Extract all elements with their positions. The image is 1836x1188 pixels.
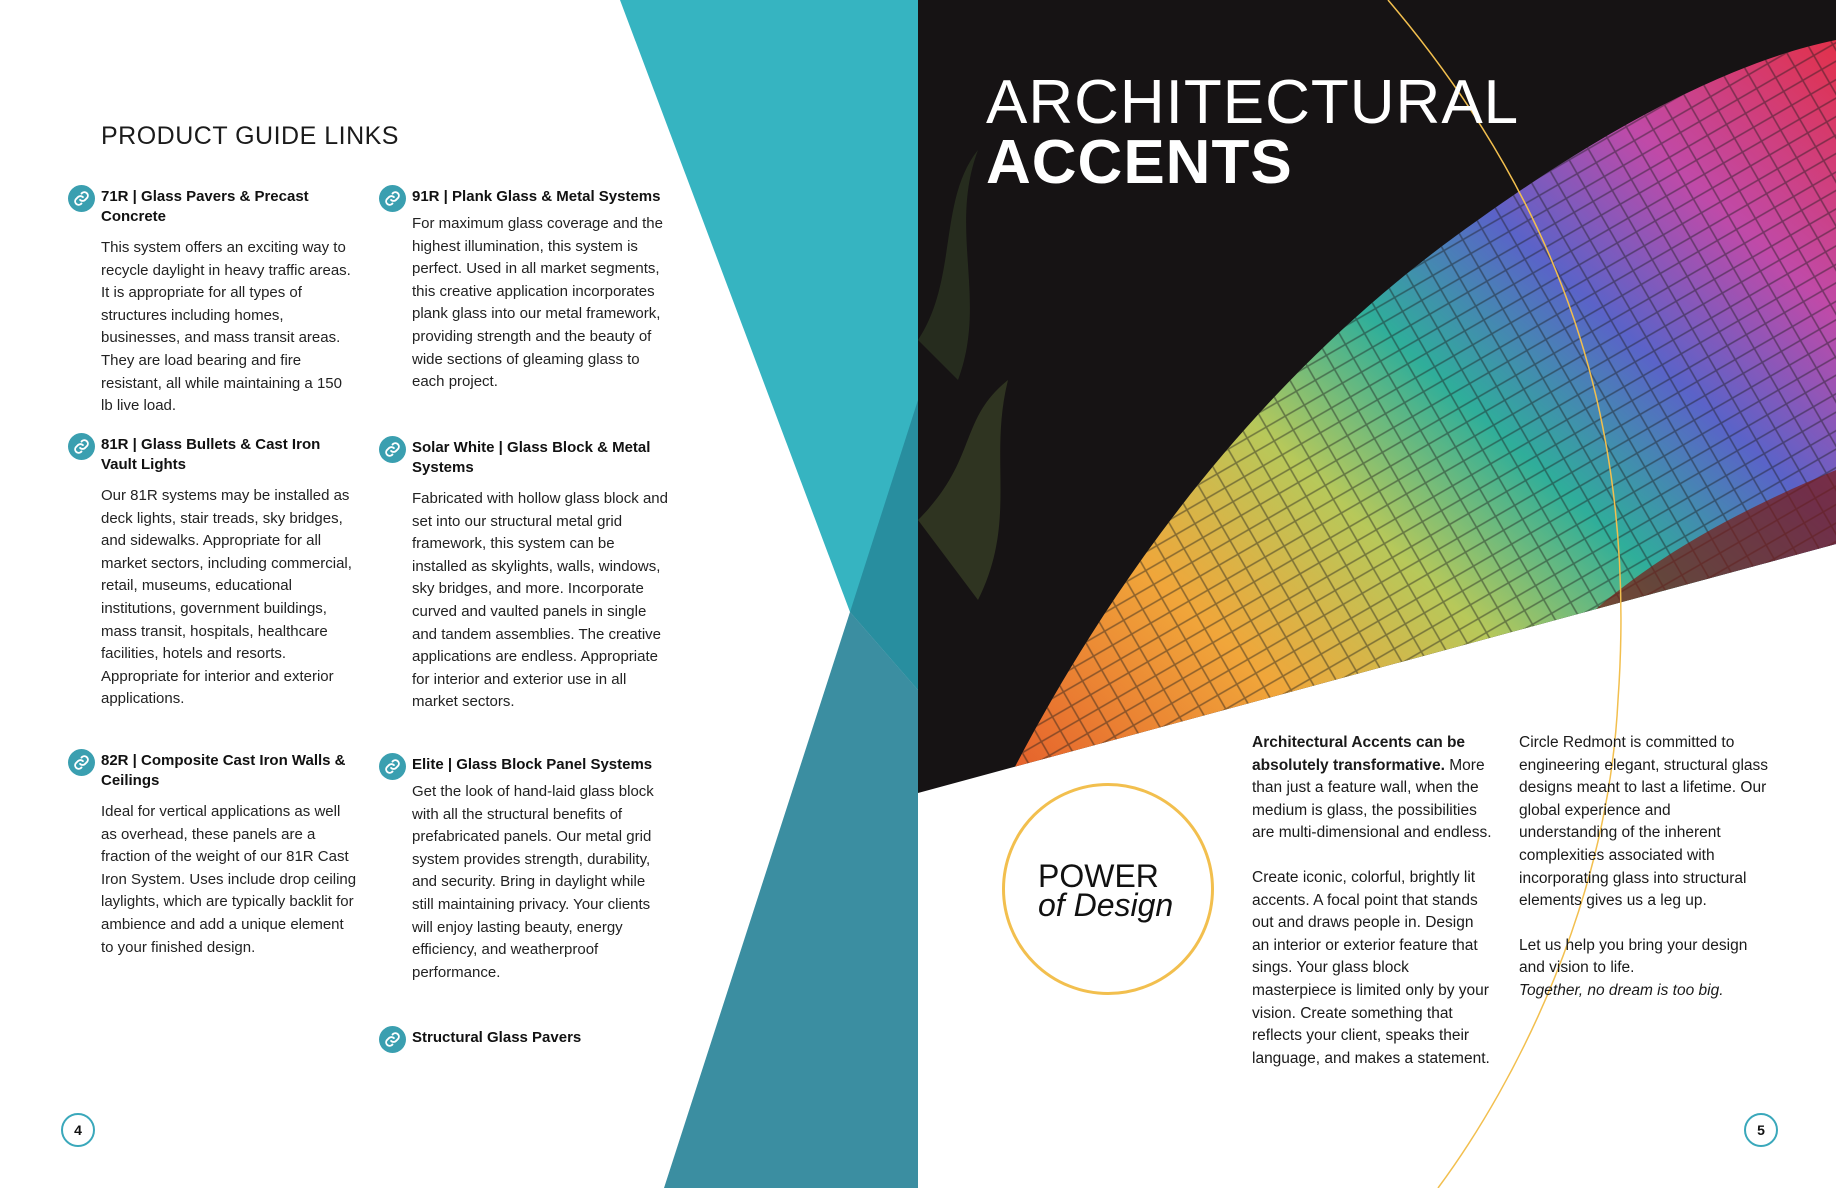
link-title: Structural Glass Pavers bbox=[412, 1029, 582, 1046]
link-icon bbox=[379, 436, 406, 463]
link-title: 71R | Glass Pavers & Precast Concrete bbox=[101, 188, 309, 225]
guide-link-elite[interactable] bbox=[412, 755, 670, 984]
body-paragraph: Circle Redmont is committed to engineering elegant, structural glass designs meant to last a lifetime. Our global experience and understanding of the inherent complexities associated with incorporating glass into structural elements gives us a leg up. bbox=[1519, 734, 1769, 910]
link-icon bbox=[68, 433, 95, 460]
link-title: Solar White | Glass Block & Metal Systems bbox=[412, 439, 651, 476]
lead-sentence: Architectural Accents can be absolutely transformative. bbox=[1252, 734, 1466, 774]
link-description: Fabricated with hollow glass block and set into our structural metal grid framework, this system can be installed as skylights, walls, windows, sky bridges, and more. Incorporate curved and vaulted panels in single and tandem assemblies. The creative applications are endless. Appropriate for interior and exterior use in all market sectors. bbox=[412, 490, 668, 711]
link-icon bbox=[68, 185, 95, 212]
link-title: 82R | Composite Cast Iron Walls & Ceilings bbox=[101, 752, 346, 789]
link-description: Get the look of hand-laid glass block with all the structural benefits of prefabricated panels. Our metal grid system provides strength, durability, and security. Bring in daylight while still maintaining privacy. Your clients will enjoy lasting beauty, energy efficiency, and weatherproof performance. bbox=[412, 783, 654, 981]
hero-title-line2: ACCENTS bbox=[986, 128, 1293, 197]
body-paragraph: More than just a feature wall, when the medium is glass, the possibilities are multi-dimensional and endless. bbox=[1252, 756, 1492, 842]
link-title: 91R | Plank Glass & Metal Systems bbox=[412, 188, 661, 205]
tagline: Together, no dream is too big. bbox=[1519, 981, 1724, 999]
body-column-2 bbox=[1519, 732, 1769, 1003]
guide-link-91r[interactable] bbox=[412, 187, 670, 394]
link-icon bbox=[379, 185, 406, 212]
guide-link-81r[interactable] bbox=[101, 435, 353, 711]
body-paragraph: Let us help you bring your design and vision to life. bbox=[1519, 936, 1748, 977]
right-page bbox=[918, 0, 1836, 1188]
link-description: For maximum glass coverage and the highest illumination, this system is perfect. Used in all market segments, this creative application incorporates plank glass into our metal framework, providing strength and the beauty of wide sections of gleaming glass to each project. bbox=[412, 215, 663, 391]
body-paragraph: Create iconic, colorful, brightly lit accents. A focal point that stands out and draws people in. Design an interior or exterior feature that sings. Your glass block masterpiece is limited only by your vision. Create something that reflects your client, speaks their language, and makes a statement. bbox=[1252, 868, 1490, 1067]
guide-link-structural-glass-pavers[interactable] bbox=[412, 1028, 670, 1048]
link-icon bbox=[68, 749, 95, 776]
link-description: Our 81R systems may be installed as deck lights, stair treads, sky bridges, and sidewalks. Appropriate for all market sectors, including commercial, retail, museums, educational institutions, government buildings, mass transit, hospitals, healthcare facilities, hotels and resorts. Appropriate for interior and exterior applications. bbox=[101, 487, 352, 708]
badge-title: POWER bbox=[1038, 858, 1159, 894]
page-number: 5 bbox=[1744, 1113, 1778, 1147]
link-title: 81R | Glass Bullets & Cast Iron Vault Lights bbox=[101, 436, 321, 473]
guide-link-71r[interactable] bbox=[101, 187, 353, 418]
page-number: 4 bbox=[61, 1113, 95, 1147]
link-icon bbox=[379, 1026, 406, 1053]
link-title: Elite | Glass Block Panel Systems bbox=[412, 756, 653, 773]
body-column-1 bbox=[1252, 732, 1492, 1070]
guide-link-solar-white[interactable] bbox=[412, 438, 670, 714]
link-description: Ideal for vertical applications as well as overhead, these panels are a fraction of the weight of our 81R Cast Iron System. Uses include drop ceiling laylights, which are typically backlit for ambience and add a unique element to your finished design. bbox=[101, 803, 357, 956]
guide-link-82r[interactable] bbox=[101, 751, 357, 959]
badge-subtitle: of Design bbox=[1038, 887, 1174, 923]
link-icon bbox=[379, 753, 406, 780]
link-description: This system offers an exciting way to recycle daylight in heavy traffic areas. It is appropriate for all types of structures including homes, businesses, and mass transit areas. They are load bearing and fire resistant, all while maintaining a 150 lb live load. bbox=[101, 239, 351, 415]
page-heading: PRODUCT GUIDE LINKS bbox=[101, 122, 399, 150]
hero-title-line1: ARCHITECTURAL bbox=[986, 68, 1520, 137]
